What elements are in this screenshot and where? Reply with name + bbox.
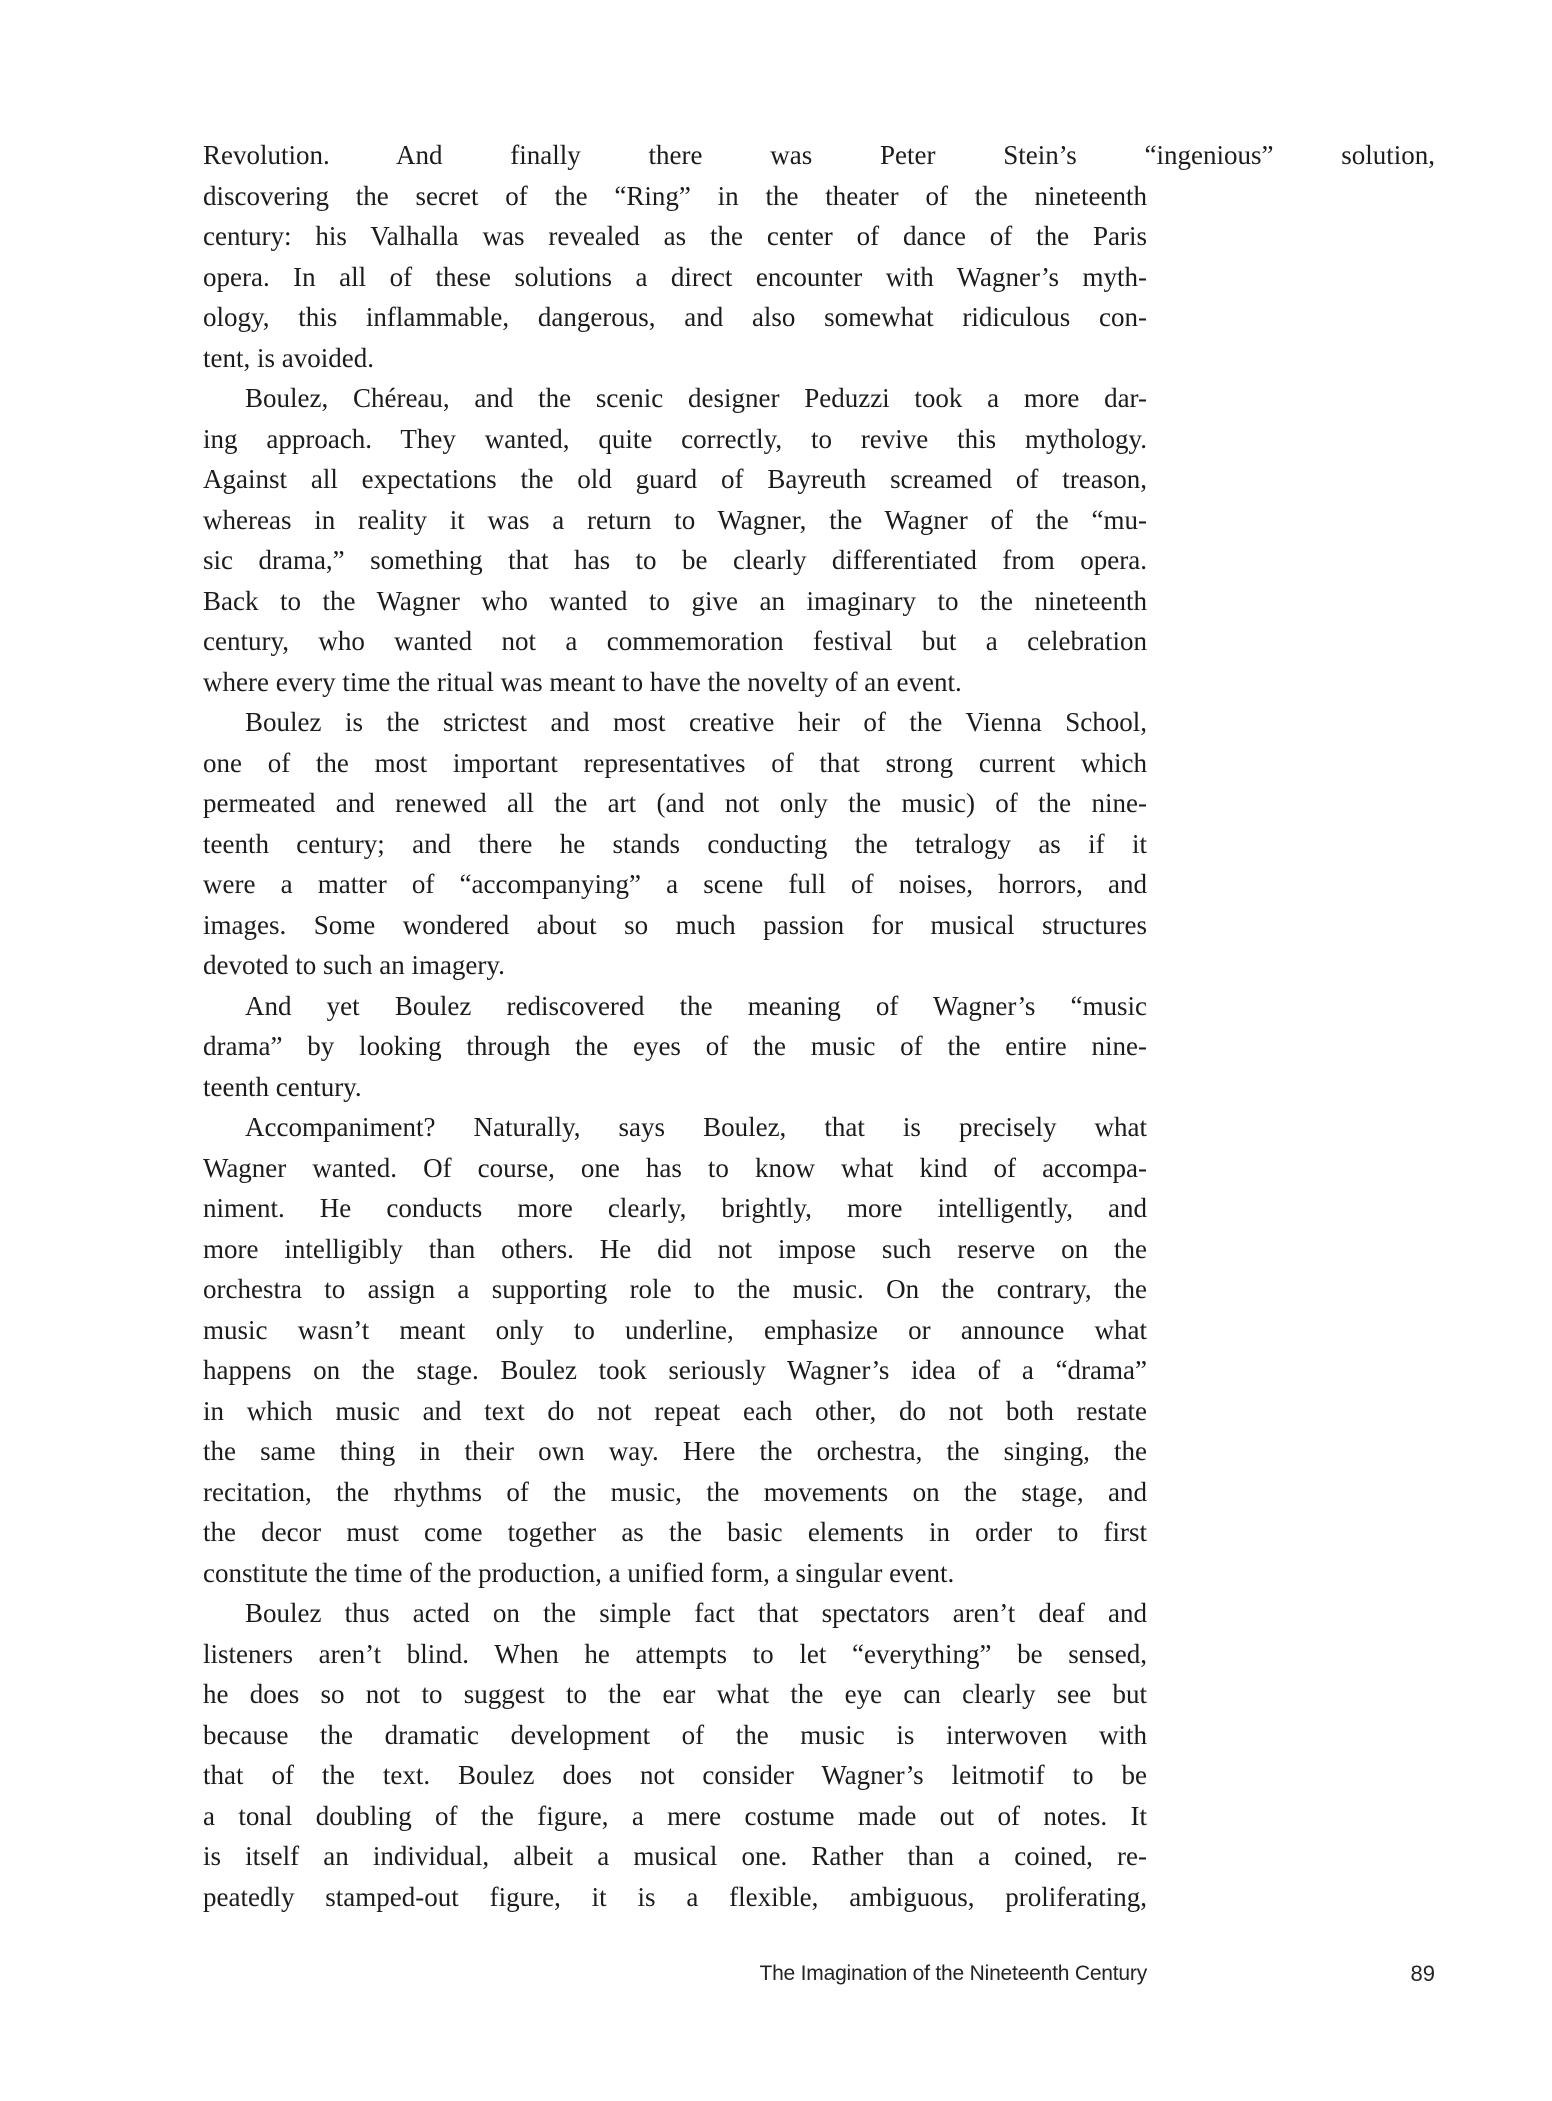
paragraph: [203, 986, 1147, 1108]
text-line: teenth century.: [203, 1071, 362, 1102]
text-line: century, who wanted not a commemoration festival but a celebration: [203, 626, 1147, 656]
text-line: were a matter of “accompanying” a scene full of noises, horrors, and: [203, 869, 1147, 899]
text-line: ing approach. They wanted, quite correctly, to revive this mythology.: [203, 423, 1147, 454]
text-line: that of the text. Boulez does not consider Wagner’s leitmotif to be: [203, 1760, 1147, 1790]
text-line: discovering the secret of the “Ring” in the theater of the nineteenth: [203, 180, 1147, 211]
text-line: one of the most important representatives of that strong current which: [203, 747, 1147, 778]
text-line: century: his Valhalla was revealed as the center of dance of the Paris: [203, 221, 1147, 251]
text-line: is itself an individual, albeit a musical one. Rather than a coined, re-: [203, 1841, 1147, 1871]
running-title: The Imagination of the Nineteenth Century: [759, 1962, 1147, 1985]
text-line: teenth century; and there he stands conducting the tetralogy as if it: [203, 828, 1147, 859]
text-line: constitute the time of the production, a unified form, a singular event.: [203, 1557, 955, 1588]
paragraph: [203, 1107, 1147, 1593]
text-line: listeners aren’t blind. When he attempts to let “everything” be sensed,: [203, 1638, 1147, 1669]
paragraph: [203, 1593, 1147, 1917]
text-line: Revolution. And finally there was Peter Stein’s “ingenious” solution,: [203, 140, 1435, 170]
text-line: Boulez is the strictest and most creative heir of the Vienna School,: [245, 707, 1147, 737]
text-line: a tonal doubling of the figure, a mere costume made out of notes. It: [203, 1800, 1147, 1831]
paragraph: [203, 378, 1147, 702]
text-line: he does so not to suggest to the ear what the eye can clearly see but: [203, 1679, 1147, 1709]
text-line: whereas in reality it was a return to Wagner, the Wagner of the “mu-: [203, 504, 1147, 535]
text-line: opera. In all of these solutions a direct encounter with Wagner’s myth-: [203, 261, 1147, 292]
text-line: the same thing in their own way. Here the orchestra, the singing, the: [203, 1436, 1147, 1466]
paragraph: [203, 135, 1435, 378]
text-line: niment. He conducts more clearly, brightly, more intelligently, and: [203, 1193, 1147, 1223]
article-body: [203, 135, 1435, 1917]
text-line: where every time the ritual was meant to have the novelty of an event.: [203, 666, 962, 697]
text-line: the decor must come together as the basic elements in order to first: [203, 1517, 1147, 1547]
text-line: Against all expectations the old guard of Bayreuth screamed of treason,: [203, 464, 1147, 494]
text-line: Accompaniment? Naturally, says Boulez, that is precisely what: [245, 1112, 1147, 1142]
text-line: more intelligibly than others. He did not impose such reserve on the: [203, 1233, 1147, 1264]
text-line: orchestra to assign a supporting role to the music. On the contrary, the: [203, 1274, 1147, 1304]
text-line: drama” by looking through the eyes of the music of the entire nine-: [203, 1031, 1147, 1061]
text-line: recitation, the rhythms of the music, the movements on the stage, and: [203, 1476, 1147, 1507]
text-line: permeated and renewed all the art (and not only the music) of the nine-: [203, 788, 1147, 818]
text-line: devoted to such an imagery.: [203, 950, 505, 980]
text-line: tent, is avoided.: [203, 342, 374, 373]
page-number: 89: [1410, 1961, 1435, 1986]
text-line: images. Some wondered about so much passion for musical structures: [203, 909, 1147, 940]
text-line: peatedly stamped-out figure, it is a flexible, ambiguous, proliferating,: [203, 1881, 1147, 1912]
text-line: because the dramatic development of the music is interwoven with: [203, 1719, 1147, 1750]
page-footer: [203, 1960, 1435, 1990]
text-line: Boulez, Chéreau, and the scenic designer Peduzzi took a more dar-: [245, 383, 1147, 413]
text-line: Back to the Wagner who wanted to give an imaginary to the nineteenth: [203, 585, 1147, 616]
text-line: music wasn’t meant only to underline, emphasize or announce what: [203, 1314, 1147, 1345]
text-line: Wagner wanted. Of course, one has to know what kind of accompa-: [203, 1152, 1147, 1183]
text-line: And yet Boulez rediscovered the meaning of Wagner’s “music: [245, 990, 1147, 1021]
text-line: happens on the stage. Boulez took seriously Wagner’s idea of a “drama”: [203, 1355, 1147, 1385]
text-line: in which music and text do not repeat each other, do not both restate: [203, 1395, 1147, 1426]
text-line: Boulez thus acted on the simple fact that spectators aren’t deaf and: [245, 1598, 1147, 1628]
text-line: ology, this inflammable, dangerous, and also somewhat ridiculous con-: [203, 302, 1147, 332]
paragraph: [203, 702, 1147, 986]
text-line: sic drama,” something that has to be clearly differentiated from opera.: [203, 545, 1147, 575]
